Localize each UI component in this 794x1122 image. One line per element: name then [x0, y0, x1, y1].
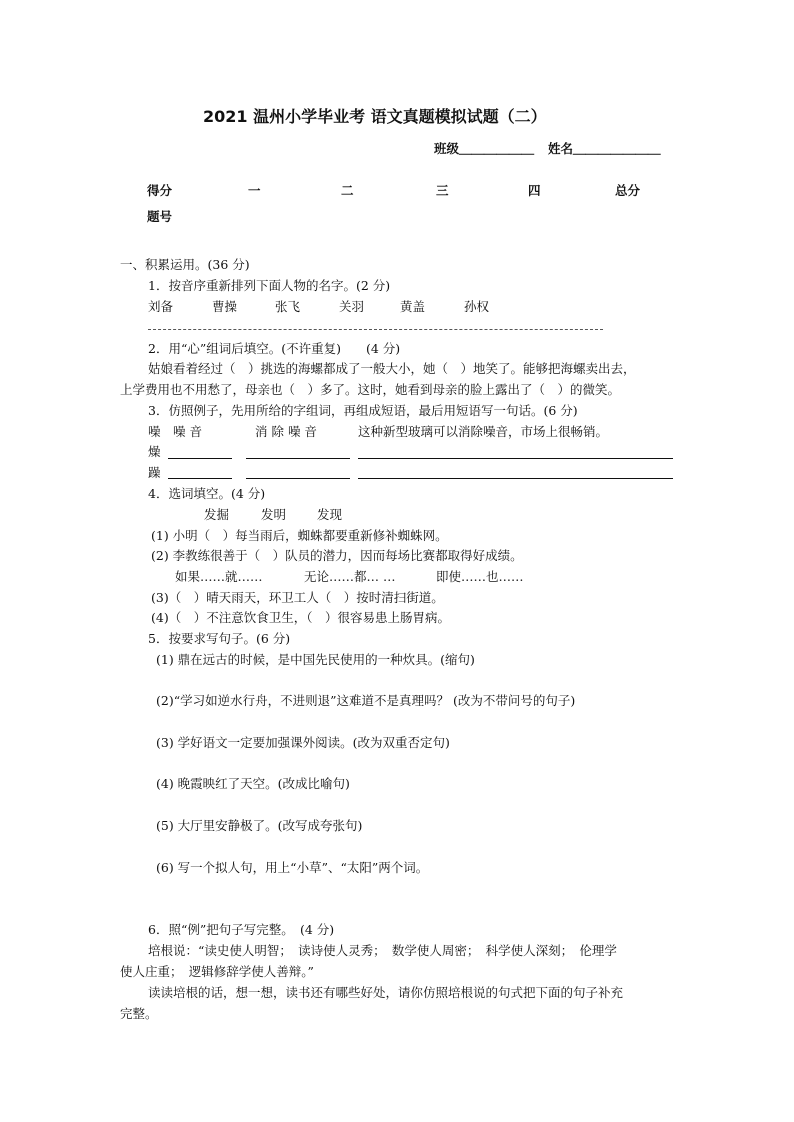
word-choice: 发明: [261, 507, 287, 522]
answer-line-word[interactable]: [168, 478, 232, 479]
example-word: 噪 噪 音: [148, 424, 202, 439]
example-phrase: 消 除 噪 音: [255, 424, 317, 439]
answer-line-phrase[interactable]: [246, 478, 350, 479]
name-item: 黄盖: [400, 299, 426, 314]
score-col-4: 四: [528, 183, 541, 198]
question-6-prompt: 6．照“例”把句子写完整。 (4 分): [148, 922, 335, 937]
question-4-item: (3)（ ）晴天雨天，环卫工人（ ）按时清扫街道。: [151, 590, 444, 605]
name-item: 张飞: [275, 299, 301, 314]
question-5-item: (6) 写一个拟人句，用上“小草”、“太阳”两个词。: [156, 860, 429, 875]
question-6-text: 读读培根的话，想一想，读书还有哪些好处，请你仿照培根说的句式把下面的句子补充: [148, 985, 624, 1000]
question-5-item: (5) 大厅里安静极了。(改写成夸张句): [156, 818, 363, 833]
answer-line-sentence[interactable]: [358, 458, 673, 459]
name-field[interactable]: 姓名＿＿＿＿＿＿＿: [548, 141, 661, 156]
question-5-item: (1) 鼎在远古的时候，是中国先民使用的一种炊具。(缩句): [156, 652, 475, 667]
score-col-3: 三: [436, 183, 449, 198]
answer-line-q1[interactable]: [148, 329, 603, 330]
question-5-item: (4) 晚霞映红了天空。(改成比喻句): [156, 776, 350, 791]
answer-line-phrase[interactable]: [246, 458, 350, 459]
question-3-prompt: 3．仿照例子，先用所给的字组词，再组成短语，最后用短语写一句话。(6 分): [148, 403, 578, 418]
question-2-prompt: 2．用“心”组词后填空。(不许重复) (4 分): [148, 341, 401, 356]
question-6-text: 完整。: [120, 1006, 158, 1021]
practice-char: 躁: [148, 465, 161, 480]
question-4-item: (4)（ ）不注意饮食卫生，（ ）很容易患上肠胃病。: [151, 610, 450, 625]
question-2-text: 上学费用也不用愁了，母亲也（ ）多了。这时，她看到母亲的脸上露出了（ ）的微笑。: [120, 382, 621, 397]
question-6-text: 使人庄重； 逻辑修辞学使人善辩。”: [120, 964, 314, 979]
question-2-text: 姑娘看着经过（ ）挑选的海螺都成了一般大小，她（ ）地笑了。能够把海螺卖出去，: [148, 361, 636, 376]
question-6-text: 培根说：“读史使人明智； 读诗使人灵秀； 数学使人周密； 科学使人深刻； 伦理学: [148, 943, 617, 958]
example-sentence: 这种新型玻璃可以消除噪音，市场上很畅销。: [358, 424, 609, 439]
answer-line-sentence[interactable]: [358, 478, 673, 479]
word-choice: 发现: [317, 507, 343, 522]
conjunction-choice: 即使……也……: [436, 569, 524, 584]
name-item: 曹操: [212, 299, 238, 314]
score-col-2: 二: [341, 183, 354, 198]
name-item: 关羽: [339, 299, 365, 314]
word-choice: 发掘: [204, 507, 230, 522]
practice-char: 燥: [148, 444, 161, 459]
question-5-item: (2)“学习如逆水行舟，不进则退”这难道不是真理吗？ (改为不带问号的句子): [156, 693, 576, 708]
answer-line-word[interactable]: [168, 458, 232, 459]
score-header: 得分: [147, 183, 173, 198]
question-4-item: (2) 李教练很善于（ ）队员的潜力，因而每场比赛都取得好成绩。: [151, 548, 523, 563]
class-field[interactable]: 班级＿＿＿＿＿＿: [434, 141, 535, 156]
score-col-total: 总分: [615, 183, 641, 198]
question-5-item: (3) 学好语文一定要加强课外阅读。(改为双重否定句): [156, 735, 450, 750]
question-1-prompt: 1．按音序重新排列下面人物的名字。(2 分): [148, 278, 391, 293]
question-4-item: (1) 小明（ ）每当雨后，蜘蛛都要重新修补蜘蛛网。: [151, 528, 448, 543]
section-header: 一、积累运用。(36 分): [120, 257, 250, 272]
score-col-1: 一: [248, 183, 261, 198]
name-item: 刘备: [148, 299, 174, 314]
question-5-prompt: 5．按要求写句子。(6 分): [148, 631, 291, 646]
conjunction-choice: 如果……就……: [175, 569, 263, 584]
question-4-prompt: 4．选词填空。(4 分): [148, 486, 266, 501]
question-number-header: 题号: [147, 209, 173, 224]
name-item: 孙权: [464, 299, 490, 314]
conjunction-choice: 无论……都… …: [304, 569, 396, 584]
page-title: 2021 温州小学毕业考 语文真题模拟试题（二）: [203, 107, 547, 126]
